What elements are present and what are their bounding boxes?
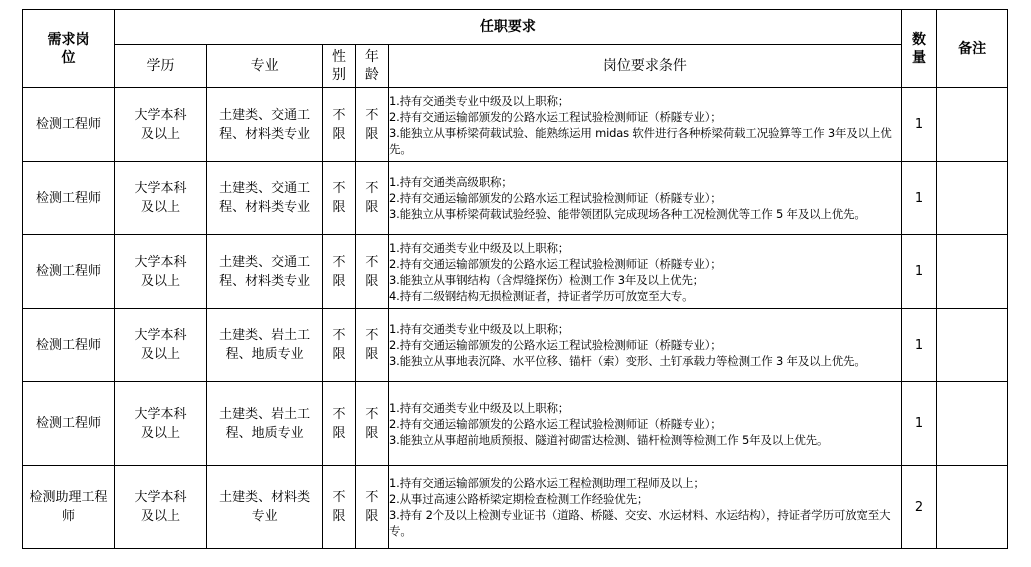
condition-line: 3.能独立从事钢结构（含焊缝探伤）检测工作 3年及以上优先；	[389, 272, 704, 287]
condition-line: 1.持有交通类专业中级及以上职称；	[389, 93, 570, 108]
post-cell: 检测工程师	[23, 88, 115, 162]
education-cell: 大学本科及以上	[115, 88, 207, 162]
table-row	[23, 88, 1008, 162]
table-row	[23, 235, 1008, 309]
education-cell: 大学本科及以上	[115, 162, 207, 235]
table-row	[23, 309, 1008, 382]
condition-line: 2.从事过高速公路桥梁定期检查检测工作经验优先；	[389, 492, 649, 506]
remarks-cell	[937, 309, 1008, 382]
header-requirements: 任职要求	[115, 10, 902, 45]
condition-line: 1.持有交通类专业中级及以上职称；	[389, 240, 570, 255]
gender-cell: 不限	[323, 162, 355, 235]
condition-line: 2.持有交通运输部颁发的公路水运工程试验检测师证（桥隧专业）；	[389, 191, 722, 205]
remarks-cell	[937, 162, 1008, 235]
condition-line: 4.持有二级钢结构无损检测证者，持证者学历可放宽至大专。	[389, 288, 694, 303]
major-cell: 土建类、交通工程、材料类专业	[207, 88, 323, 162]
conditions-cell	[389, 235, 902, 309]
condition-line: 1.持有交通类专业中级及以上职称；	[389, 400, 570, 415]
header-gender: 性别	[323, 45, 355, 88]
post-cell: 检测工程师	[23, 162, 115, 235]
remarks-cell	[937, 235, 1008, 309]
quantity-cell: 1	[901, 382, 936, 466]
age-cell: 不限	[355, 235, 388, 309]
education-cell: 大学本科及以上	[115, 466, 207, 549]
conditions-cell	[389, 382, 902, 466]
gender-cell: 不限	[323, 235, 355, 309]
condition-line: 2.持有交通运输部颁发的公路水运工程试验检测师证（桥隧专业）；	[389, 416, 722, 431]
major-cell: 土建类、岩土工程、地质专业	[207, 309, 323, 382]
condition-line: 2.持有交通运输部颁发的公路水运工程试验检测师证（桥隧专业）；	[389, 109, 722, 124]
age-cell: 不限	[355, 382, 388, 466]
quantity-cell: 2	[901, 466, 936, 549]
condition-line: 2.持有交通运输部颁发的公路水运工程试验检测师证（桥隧专业）；	[389, 338, 722, 352]
age-cell: 不限	[355, 309, 388, 382]
job-requirements-table	[22, 9, 1008, 549]
remarks-cell	[937, 466, 1008, 549]
remarks-cell	[937, 382, 1008, 466]
gender-cell: 不限	[323, 382, 355, 466]
condition-line: 3.能独立从事地表沉降、水平位移、锚杆（索）变形、土钉承载力等检测工作 3 年及以上优先。	[389, 354, 866, 368]
condition-line: 3.持有 2个及以上检测专业证书（道路、桥隧、交安、水运材料、水运结构），持证者学历可放宽至大专。	[389, 508, 891, 538]
condition-line: 1.持有交通类高级职称；	[389, 175, 513, 189]
conditions-cell	[389, 466, 902, 549]
quantity-cell: 1	[901, 88, 936, 162]
condition-line: 1.持有交通类专业中级及以上职称；	[389, 322, 570, 336]
header-remarks: 备注	[937, 10, 1008, 88]
gender-cell: 不限	[323, 466, 355, 549]
conditions-cell	[389, 162, 902, 235]
table-row	[23, 466, 1008, 549]
major-cell: 土建类、交通工程、材料类专业	[207, 235, 323, 309]
major-cell: 土建类、岩土工程、地质专业	[207, 382, 323, 466]
header-age: 年龄	[355, 45, 388, 88]
post-cell: 检测工程师	[23, 235, 115, 309]
age-cell: 不限	[355, 88, 388, 162]
condition-line: 3.能独立从事桥梁荷载试验经验、能带领团队完成现场各种工况检测优等工作 5 年及以上优先。	[389, 207, 866, 221]
conditions-cell	[389, 309, 902, 382]
age-cell: 不限	[355, 466, 388, 549]
header-education: 学历	[115, 45, 207, 88]
education-cell: 大学本科及以上	[115, 309, 207, 382]
condition-line: 1.持有交通运输部颁发的公路水运工程检测助理工程师及以上；	[389, 476, 705, 490]
post-cell: 检测工程师	[23, 309, 115, 382]
conditions-cell	[389, 88, 902, 162]
condition-line: 2.持有交通运输部颁发的公路水运工程试验检测师证（桥隧专业）；	[389, 256, 722, 271]
age-cell: 不限	[355, 162, 388, 235]
condition-line: 3.能独立从事超前地质预报、隧道衬砌雷达检测、锚杆检测等检测工作 5年及以上优先。	[389, 432, 829, 447]
post-cell: 检测助理工程师	[23, 466, 115, 549]
header-conditions: 岗位要求条件	[389, 45, 902, 88]
header-major: 专业	[207, 45, 323, 88]
remarks-cell	[937, 88, 1008, 162]
major-cell: 土建类、材料类专业	[207, 466, 323, 549]
quantity-cell: 1	[901, 162, 936, 235]
education-cell: 大学本科及以上	[115, 235, 207, 309]
header-demand-post: 需求岗位	[23, 10, 115, 88]
header-quantity: 数量	[901, 10, 936, 88]
major-cell: 土建类、交通工程、材料类专业	[207, 162, 323, 235]
table-row	[23, 382, 1008, 466]
quantity-cell: 1	[901, 235, 936, 309]
table-row	[23, 162, 1008, 235]
gender-cell: 不限	[323, 309, 355, 382]
condition-line: 3.能独立从事桥梁荷载试验、能熟练运用 midas 软件进行各种桥梁荷载工况验算等工作 3年及以上优先。	[389, 125, 892, 156]
gender-cell: 不限	[323, 88, 355, 162]
quantity-cell: 1	[901, 309, 936, 382]
education-cell: 大学本科及以上	[115, 382, 207, 466]
post-cell: 检测工程师	[23, 382, 115, 466]
